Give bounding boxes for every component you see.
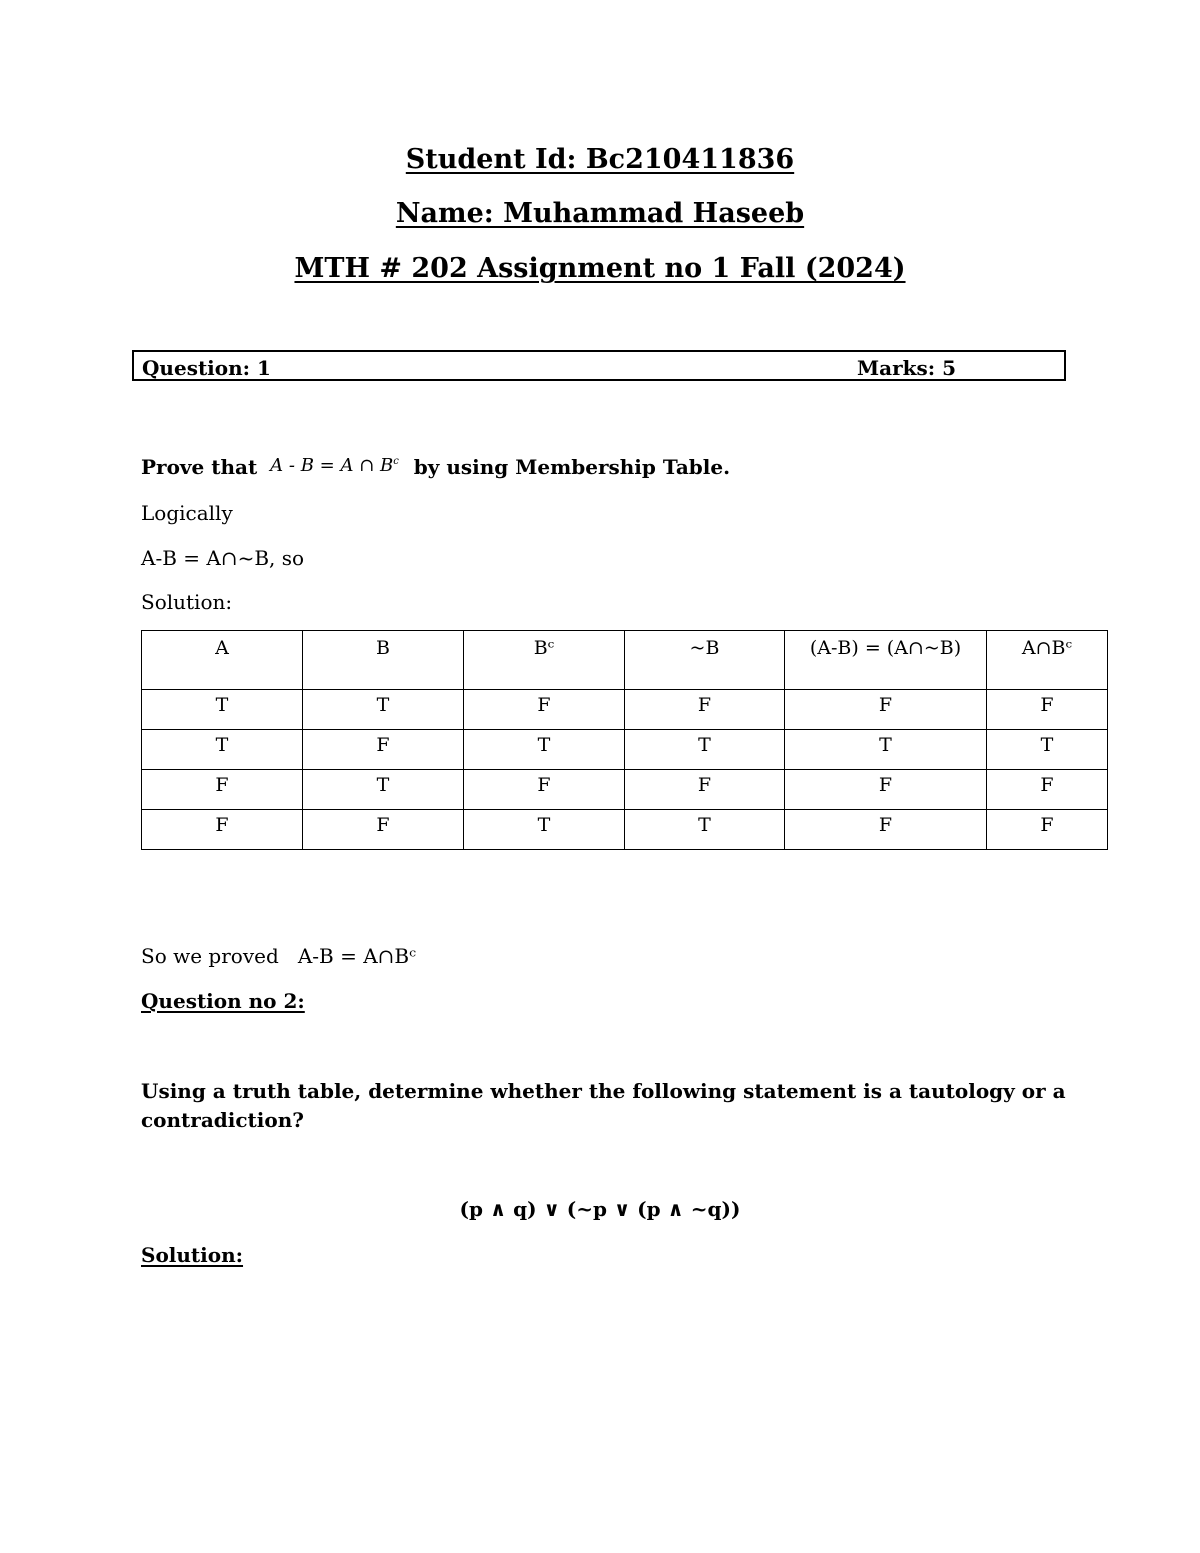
table-header-cell: A∩Bᶜ (987, 631, 1108, 690)
table-cell: T (625, 730, 785, 770)
table-cell: F (464, 690, 625, 730)
table-cell: F (987, 690, 1108, 730)
question-2-prompt-line-1: Using a truth table, determine whether the following statement is a tautology or a (141, 1079, 1066, 1103)
prompt-before: Prove that (141, 455, 258, 479)
table-header-cell: Bᶜ (464, 631, 625, 690)
table-header-cell: A (142, 631, 303, 690)
table-cell: F (142, 810, 303, 850)
table-cell: F (987, 770, 1108, 810)
logically-text: Logically (141, 501, 233, 525)
membership-table-header-row (142, 631, 1108, 690)
question-2-prompt-line-2: contradiction? (141, 1108, 304, 1132)
table-row (142, 810, 1108, 850)
question-1-box (132, 350, 1066, 381)
table-cell: T (625, 810, 785, 850)
solution-1-label: Solution: (141, 590, 233, 614)
table-cell: F (625, 770, 785, 810)
table-header-cell: B (303, 631, 464, 690)
table-cell: F (987, 810, 1108, 850)
table-cell: F (303, 810, 464, 850)
table-cell: F (785, 810, 987, 850)
question-1-marks: Marks: 5 (857, 356, 957, 380)
table-cell: T (142, 730, 303, 770)
prompt-after: by using Membership Table. (413, 455, 731, 479)
table-cell: F (785, 690, 987, 730)
table-cell: F (785, 770, 987, 810)
table-header-cell: ~B (625, 631, 785, 690)
solution-2-label: Solution: (141, 1243, 244, 1267)
student-name-heading: Name: Muhammad Haseeb (395, 198, 805, 229)
table-row (142, 770, 1108, 810)
table-cell: F (142, 770, 303, 810)
student-id-heading: Student Id: Bc210411836 (405, 144, 795, 175)
table-cell: T (987, 730, 1108, 770)
table-cell: F (464, 770, 625, 810)
table-cell: T (303, 770, 464, 810)
question-2-heading: Question no 2: (141, 989, 305, 1013)
table-cell: T (785, 730, 987, 770)
prompt-formula: A - B = A ∩ $B^c$ (270, 455, 399, 476)
table-row (142, 730, 1108, 770)
question-2-formula: (p ∧ q) ∨ (~p ∨ (p ∧ ~q)) (459, 1197, 741, 1221)
table-cell: F (625, 690, 785, 730)
table-cell: T (464, 810, 625, 850)
table-cell: T (464, 730, 625, 770)
table-cell: F (303, 730, 464, 770)
table-header-cell: (A-B) = (A∩~B) (785, 631, 987, 690)
table-cell: T (303, 690, 464, 730)
course-heading: MTH # 202 Assignment no 1 Fall (2024) (294, 253, 906, 284)
question-1-label: Question: 1 (142, 356, 271, 380)
membership-table (141, 630, 1108, 850)
table-row (142, 690, 1108, 730)
conclusion-text: So we proved A-B = A∩Bᶜ (141, 944, 417, 968)
equivalence-text: A-B = A∩~B, so (141, 546, 305, 570)
question-1-prompt (141, 455, 730, 479)
table-cell: T (142, 690, 303, 730)
